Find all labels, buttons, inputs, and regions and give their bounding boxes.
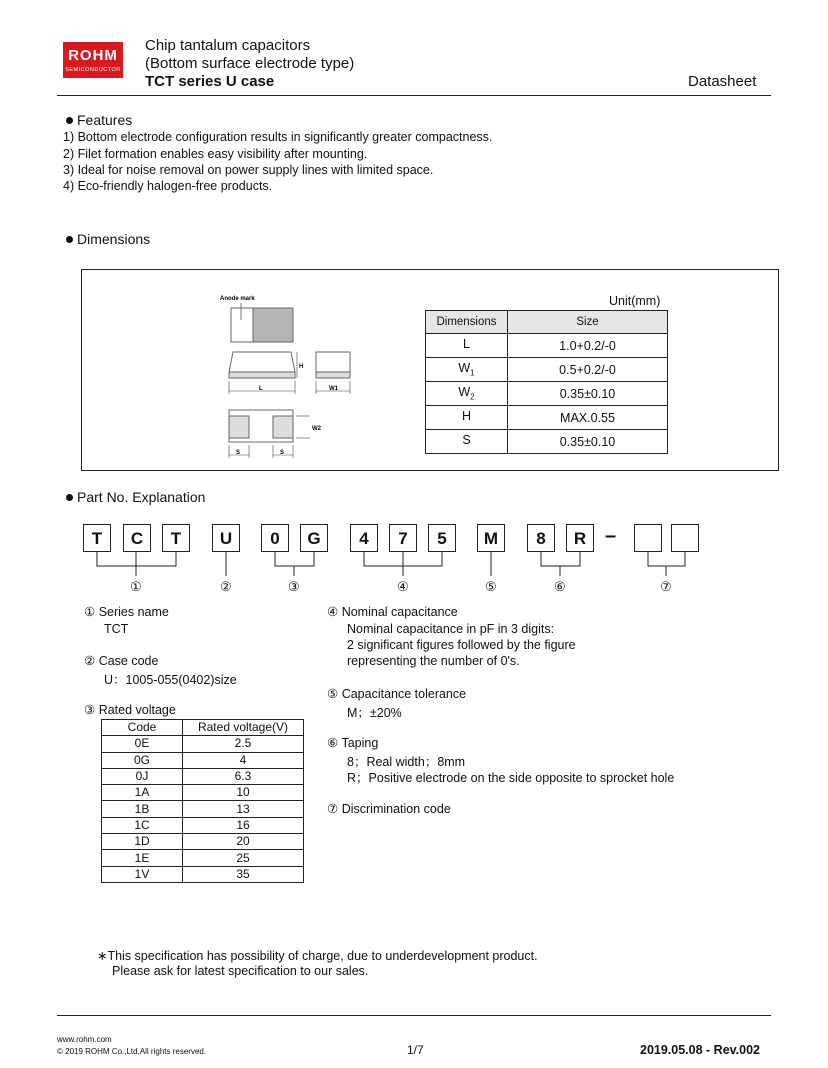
- title-line-3: TCT series U case: [145, 73, 275, 90]
- L-label: L: [259, 386, 263, 392]
- part-char-box: U: [212, 524, 240, 552]
- date-revision: 2019.05.08 - Rev.002: [640, 1043, 761, 1057]
- table-row: [426, 382, 668, 406]
- part-char-box: G: [300, 524, 328, 552]
- rated-voltage-heading: ③ Rated voltage: [84, 703, 176, 717]
- part-char-box: M: [477, 524, 505, 552]
- S-label-left: S: [236, 450, 241, 456]
- features-heading: Features: [66, 112, 132, 128]
- table-row: 0G 4: [102, 752, 304, 768]
- size-cell: MAX.0.55: [508, 406, 668, 430]
- part-char-box: R: [566, 524, 594, 552]
- table-row: [426, 430, 668, 454]
- feature-item: 4) Eco-friendly halogen-free products.: [63, 179, 273, 193]
- marker-7: ⑦: [660, 579, 672, 594]
- unit-label: Unit(mm): [609, 294, 661, 308]
- title-line-2: (Bottom surface electrode type): [145, 55, 355, 72]
- capacitance-line: representing the number of 0's.: [347, 654, 520, 668]
- taping-line: 8；Real width；8mm: [347, 755, 466, 769]
- part-char-box: T: [83, 524, 111, 552]
- marker-5: ⑤: [485, 579, 497, 594]
- table-row: 1A 10: [102, 785, 304, 801]
- logo-sub-text: SEMICONDUCTOR: [65, 67, 121, 73]
- feature-item: 3) Ideal for noise removal on power supply lines with limited space.: [63, 163, 434, 177]
- column-header: Code: [102, 720, 183, 736]
- bullet-icon: [66, 236, 73, 243]
- part-char-box: C: [123, 524, 151, 552]
- size-cell: 0.35±0.10: [508, 430, 668, 454]
- footer-copyright: © 2019 ROHM Co.,Ltd.All rights reserved.: [57, 1047, 207, 1056]
- logo-brand-text: ROHM: [68, 47, 118, 64]
- table-row: 0J 6.3: [102, 768, 304, 784]
- doc-type-label: Datasheet: [688, 73, 757, 90]
- marker-2: ②: [220, 579, 232, 594]
- table-row: 1E 25: [102, 850, 304, 866]
- part-char-box-empty: [671, 524, 699, 552]
- part-char-box: 0: [261, 524, 289, 552]
- part-no-heading: Part No. Explanation: [66, 489, 205, 505]
- table-row: [426, 334, 668, 358]
- dimension-diagram: [215, 290, 355, 460]
- W2-label: W2: [312, 426, 321, 432]
- column-header: Dimensions: [426, 311, 508, 334]
- page-number: 1/7: [407, 1043, 424, 1057]
- column-header: Rated voltage(V): [183, 720, 304, 736]
- part-char-box: T: [162, 524, 190, 552]
- table-header-row: [102, 720, 304, 736]
- marker-3: ③: [288, 579, 300, 594]
- part-char-box: 8: [527, 524, 555, 552]
- bullet-icon: [66, 117, 73, 124]
- title-line-1: Chip tantalum capacitors: [145, 37, 311, 54]
- part-bracket-lines: [0, 552, 828, 578]
- notice-line-1: ∗This specification has possibility of charge, due to underdevelopment product.: [97, 949, 538, 963]
- dim-cell: H: [426, 406, 508, 430]
- W1-label: W1: [329, 386, 338, 392]
- dim-cell: $W_2$: [426, 382, 508, 406]
- part-dash: –: [605, 525, 617, 547]
- rated-voltage-table: [101, 719, 304, 883]
- size-cell: 1.0+0.2/-0: [508, 334, 668, 358]
- dim-cell: S: [426, 430, 508, 454]
- size-cell: 0.35±0.10: [508, 382, 668, 406]
- part-char-box: 7: [389, 524, 417, 552]
- capacitance-line: Nominal capacitance in pF in 3 digits:: [347, 622, 555, 636]
- bullet-icon: [66, 494, 73, 501]
- table-row: 1B 13: [102, 801, 304, 817]
- table-row: 1V 35: [102, 866, 304, 882]
- marker-1: ①: [130, 579, 142, 594]
- dim-cell: $W_1$: [426, 358, 508, 382]
- table-row: [426, 358, 668, 382]
- rohm-logo: [63, 42, 123, 78]
- footer-divider: [57, 1015, 771, 1016]
- feature-item: 1) Bottom electrode configuration results in significantly greater compactness.: [63, 130, 493, 144]
- nominal-capacitance-heading: ④ Nominal capacitance: [327, 605, 458, 619]
- taping-heading: ⑥ Taping: [327, 736, 379, 750]
- anode-mark-label: Anode mark: [220, 296, 255, 302]
- part-char-box: 4: [350, 524, 378, 552]
- header-divider: [57, 95, 771, 96]
- H-label: H: [299, 364, 304, 370]
- case-code-value: U：1005-055(0402)size: [104, 673, 237, 687]
- series-name-value: TCT: [104, 622, 129, 636]
- table-row: 1D 20: [102, 834, 304, 850]
- tolerance-heading: ⑤ Capacitance tolerance: [327, 687, 467, 701]
- taping-line: R；Positive electrode on the side opposite to sprocket hole: [347, 771, 675, 785]
- table-header-row: [426, 311, 668, 334]
- dimensions-table: [425, 310, 668, 454]
- feature-item: 2) Filet formation enables easy visibility after mounting.: [63, 147, 368, 161]
- discrimination-heading: ⑦ Discrimination code: [327, 802, 451, 816]
- marker-6: ⑥: [554, 579, 566, 594]
- footer-url[interactable]: www.rohm.com: [57, 1035, 112, 1044]
- series-name-heading: ① Series name: [84, 605, 169, 619]
- dim-cell: L: [426, 334, 508, 358]
- column-header: Size: [508, 311, 668, 334]
- S-label-right: S: [280, 450, 285, 456]
- table-row: 1C 16: [102, 817, 304, 833]
- part-char-box: 5: [428, 524, 456, 552]
- marker-4: ④: [397, 579, 409, 594]
- tolerance-value: M；±20%: [347, 706, 402, 720]
- part-char-box-empty: [634, 524, 662, 552]
- case-code-heading: ② Case code: [84, 654, 159, 668]
- notice-line-2: Please ask for latest specification to our sales.: [112, 964, 369, 978]
- capacitance-line: 2 significant figures followed by the figure: [347, 638, 576, 652]
- table-row: [426, 406, 668, 430]
- dimensions-heading: Dimensions: [66, 231, 150, 247]
- document-title: [145, 37, 354, 91]
- table-row: 0E 2.5: [102, 736, 304, 752]
- size-cell: 0.5+0.2/-0: [508, 358, 668, 382]
